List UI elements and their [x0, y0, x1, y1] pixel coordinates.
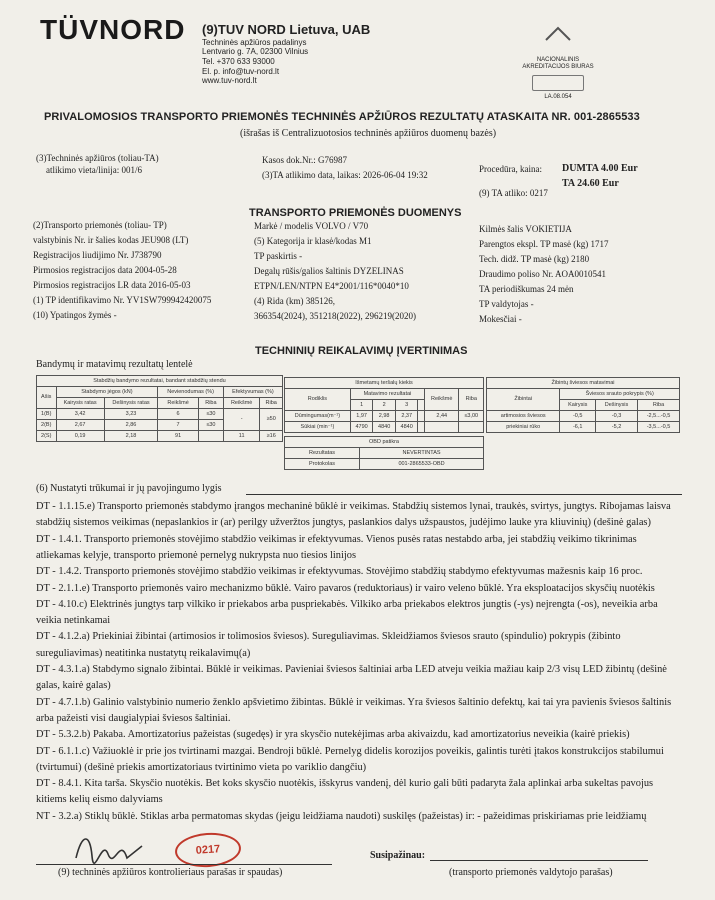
text-line: ETPN/LEN/NTPN E4*2001/116*0040*10	[254, 281, 409, 291]
table-cell: artimosios šviesos	[487, 411, 560, 422]
table-cell: 2,44	[424, 411, 459, 422]
org-line: El. p. info@tuv-nord.lt	[202, 67, 280, 76]
procedure-label: Procedūra, kaina:	[479, 164, 542, 174]
column-header: 2	[373, 400, 396, 411]
org-line: www.tuv-nord.lt	[202, 76, 257, 85]
text-line: Degalų rūšis/galios šaltinis DYZELINAS	[254, 266, 404, 276]
column-header: Stabdymo jėgos (kN)	[56, 387, 158, 398]
report-subtitle: (išrašas iš Centralizuotosios techninės apžiūros duomenų bazės)	[240, 128, 497, 139]
table-cell: 2,98	[373, 411, 396, 422]
table-cell: 2(S)	[37, 431, 57, 442]
table-row	[285, 448, 484, 459]
organization-name: (9)TUV NORD Lietuva, UAB	[202, 22, 371, 37]
text-line: DT - 5.3.2.b) Pakaba. Amortizatorius pažeistas (sugedęs) ir yra skysčio nutekėjimas arba akivaizdu, kad amortizatorius neveikia (kairė priekis)	[36, 729, 630, 741]
table-cell: -2,5...-0,5	[638, 411, 680, 422]
text-line: Draudimo poliso Nr. AOA0010541	[479, 269, 606, 279]
table-cell: ≤3,00	[459, 411, 484, 422]
table-cell: 6	[158, 409, 199, 420]
text-line: veikia netinkamai	[36, 615, 111, 627]
tuv-nord-logo: TÜVNORD	[40, 14, 186, 45]
measurements-title: Bandymų ir matavimų rezultatų lentelė	[36, 359, 193, 370]
table-cell: -	[223, 409, 259, 431]
vehicle-section-title: TRANSPORTO PRIEMONĖS DUOMENYS	[249, 207, 462, 219]
org-line: Techninės apžiūros padalinys	[202, 38, 307, 47]
text-line: (5) Kategorija ir klasė/kodas M1	[254, 236, 372, 246]
table-cell: 1(B)	[37, 409, 57, 420]
table-row	[285, 411, 484, 422]
table-row	[487, 422, 680, 433]
table-cell: ≤30	[198, 420, 223, 431]
table-cell: ≥16	[260, 431, 283, 442]
table-cell: Dūmingumas(m⁻¹)	[285, 411, 351, 422]
table-cell: -5,2	[596, 422, 638, 433]
accreditation-line: AKREDITACIJOS BIURAS	[522, 64, 594, 70]
column-header: 1	[350, 400, 373, 411]
accreditation-logo-icon	[543, 24, 573, 44]
table-cell: 001-2865533-OBD	[360, 459, 484, 470]
org-line: Lentvario g. 7A, 02300 Vilnius	[202, 47, 309, 56]
column-header: Dešinysis	[596, 400, 638, 411]
accreditation-line: NACIONALINIS	[536, 57, 580, 63]
table-cell: 7	[158, 420, 199, 431]
text-line: Parengtos ekspl. TP masė (kg) 1717	[479, 239, 609, 249]
table-caption: Žibintų šviesos matavimai	[487, 378, 680, 389]
text-line: DT - 8.4.1. Kita tarša. Skysčio nuotėkis. Bet koks skysčio nuotėkis, išskyrus vandenį, dėl kurio gali būti padaryta žala aplinkai arba sukeltas pavojus	[36, 778, 654, 790]
ta-price: TA 24.60 Eur	[562, 178, 619, 189]
table-cell: -3,5...-0,5	[638, 422, 680, 433]
inspector-sign-label: (9) techninės apžiūros kontrolieriaus parašas ir spaudas)	[58, 867, 283, 878]
table-caption: Stabdžių bandymo rezultatai, bandant stabdžių stendu	[37, 376, 283, 387]
text-line: stabdžių sistemos veikimas (nepaslankios ir (ar) perilgy užveržtos jungtys, paslankios dalys užspaustos, judėjimo lauke yra kliuvinių) (dešinė galas)	[36, 517, 651, 529]
table-caption: Išmetamų teršalų kiekis	[285, 378, 484, 389]
text-line: (10) Ypatingos žymės -	[33, 310, 117, 320]
table-caption: OBD patikra	[285, 437, 484, 448]
table-cell: 2(B)	[37, 420, 57, 431]
column-header: Žibintai	[487, 389, 560, 411]
column-header: Kairysis	[560, 400, 596, 411]
column-header: 3	[395, 400, 418, 411]
table-cell	[198, 431, 223, 442]
table-cell: 2,67	[56, 420, 104, 431]
text-line: NT - 3.2.a) Stiklų būklė. Stiklas arba permatomas skydas (jeigu leidžiama naudoti) suskilęs (pažeistas) ir: - pažeidimas priskiriamas prie leidžiamų	[36, 810, 647, 822]
text-line: Mokesčiai -	[479, 314, 522, 324]
column-header: Kairysis ratas	[56, 398, 104, 409]
cash-document: Kasos dok.Nr.: G76987	[262, 155, 347, 165]
text-line: (tvirtumui) (dešinė priekis amortizatoriaus tvirtinimo vieta po variklio dangčiu)	[36, 761, 367, 773]
table-cell: -0,3	[596, 411, 638, 422]
text-line: DT - 1.1.15.e) Transporto priemonės stabdymo įrangos mechaninė būklė ir veikimas. Stabdžių sistemos lynai, traukės, svirtys, jungtys. Ribojamas laisva	[36, 501, 671, 512]
column-header: Riba	[260, 398, 283, 409]
signature-scribble-icon	[72, 828, 152, 868]
inspection-place-label: (3)Techninės apžiūros (toliau-TA)	[36, 153, 159, 163]
text-line: DT - 4.3.1.a) Stabdymo signalo žibintai. Būklė ir veikimas. Pavieniai šviesos šaltiniai arba LED atveju veikia mažiau kaip 2/3 visų LED žibintų (dešinė	[36, 664, 667, 675]
table-cell: 4790	[350, 422, 373, 433]
procedure-value: DUMTA 4.00 Eur	[562, 163, 638, 174]
table-cell: Sūkiai (min⁻¹)	[285, 422, 351, 433]
table-cell	[459, 422, 484, 433]
text-line: DT - 1.4.2. Transporto priemonės stovėjimo stabdžio veikimas ir efektyvumas. Stovėjimo stabdžių stabdymo efektyvumas mažesnis kaip 16 proc.	[36, 566, 643, 578]
text-line: valstybinis Nr. ir šalies kodas JEU908 (LT)	[33, 235, 189, 245]
table-cell: 2,86	[104, 420, 158, 431]
text-line: TA periodiškumas 24 mėn	[479, 284, 574, 294]
text-line: DT - 6.1.1.c) Važiuoklė ir prie jos tvirtinami mazgai. Bendroji būklė. Pernelyg didelis korozijos poveikis, galintis turėti įtakos konstrukcijos stabilumui	[36, 745, 664, 757]
emissions-table	[284, 377, 484, 433]
accreditation-badge	[522, 24, 594, 100]
table-cell: 4840	[373, 422, 396, 433]
defects-title: (6) Nustatyti trūkumai ir jų pavojingumo lygis	[36, 483, 222, 494]
inspection-place-value: atlikimo vieta/linija: 001/6	[46, 165, 142, 175]
text-line: sureguliavimas) neatitinka nustatytų reikalavimų(a)	[36, 647, 251, 659]
table-cell: Protokolas	[285, 459, 360, 470]
column-header: Reikšmė	[424, 389, 459, 411]
column-header: Rodiklis	[285, 389, 351, 411]
table-cell: -0,5	[560, 411, 596, 422]
requirements-title: TECHNINIŲ REIKALAVIMŲ ĮVERTINIMAS	[255, 345, 468, 357]
inspection-performer: (9) TA atliko: 0217	[479, 188, 548, 198]
text-line: TP valdytojas -	[479, 299, 534, 309]
text-line: atliekamas kelyje, transporto priemonė pernelyg nukrypsta nuo tiesios linijos	[36, 549, 357, 561]
brake-test-table	[36, 375, 283, 442]
lights-table	[486, 377, 680, 433]
column-header: Reikšmė	[158, 398, 199, 409]
table-cell: 3,42	[56, 409, 104, 420]
table-cell: 1,97	[350, 411, 373, 422]
column-header: Riba	[459, 389, 484, 411]
text-line: DT - 4.1.2.a) Priekiniai žibintai (artimosios ir tolimosios šviesos). Sureguliavimas. Skleidžiamos šviesos srauto (spindulio) pokrypis (žibinto	[36, 631, 621, 643]
text-line: Kilmės šalis VOKIETIJA	[479, 224, 572, 234]
column-header	[418, 400, 425, 411]
column-header: Nevienodumas (%)	[158, 387, 224, 398]
text-line: DT - 4.7.1.b) Galinio valstybinio numerio ženklo apšvietimo žibintas. Būklė ir veikimas. Yra šviesos šaltinio defektų, kai tai yra pavienis šviesos šaltinis	[36, 696, 672, 708]
text-line: (1) TP identifikavimo Nr. YV1SW799942420075	[33, 295, 212, 305]
text-line: galas, kairė galas)	[36, 680, 111, 692]
column-header: Riba	[638, 400, 680, 411]
accreditation-seal-icon	[532, 75, 584, 91]
table-row	[285, 459, 484, 470]
owner-sign-line	[430, 860, 648, 861]
table-cell: 4840	[395, 422, 418, 433]
inspector-stamp: 0217	[174, 831, 242, 870]
acknowledge-label: Susipažinau:	[370, 850, 426, 861]
table-cell: NEVERTINTAS	[360, 448, 484, 459]
report-title: PRIVALOMOSIOS TRANSPORTO PRIEMONĖS TECHNINĖS APŽIŪROS REZULTATŲ ATASKAITA NR. 001-2865533	[44, 111, 640, 123]
column-header: Reikšmė	[223, 398, 259, 409]
table-cell: 2,18	[104, 431, 158, 442]
column-header: Riba	[198, 398, 223, 409]
text-line: DT - 1.4.1. Transporto priemonės stovėjimo stabdžio veikimas ir efektyvumas. Vienos pusės ratas nestabdo arba, jei stabdžių veikimo tikrinimas	[36, 533, 637, 545]
table-cell: 11	[223, 431, 259, 442]
text-line: Markė / modelis VOLVO / V70	[254, 221, 369, 231]
defects-title-underline	[246, 494, 682, 495]
column-header: Matavimo rezultatai	[350, 389, 424, 400]
table-cell	[424, 422, 459, 433]
table-row	[487, 411, 680, 422]
table-cell: 2,37	[395, 411, 418, 422]
text-line: kitiems kelių eismo dalyviams	[36, 794, 163, 806]
text-line: 366354(2024), 351218(2022), 296219(2020)	[254, 311, 416, 321]
text-line: TP paskirtis -	[254, 251, 303, 261]
text-line: Pirmosios registracijos data 2004-05-28	[33, 265, 177, 275]
table-cell: -6,1	[560, 422, 596, 433]
table-cell: 3,23	[104, 409, 158, 420]
table-row	[37, 431, 283, 442]
text-line: arba pažeisti visi daugialypiai šviesos šaltiniai.	[36, 712, 231, 724]
accreditation-line: LA.08.054	[544, 94, 572, 100]
text-line: (2)Transporto priemonės (toliau- TP)	[33, 220, 167, 230]
column-header: Ašis	[37, 387, 57, 409]
text-line: Pirmosios registracijos LR data 2016-05-03	[33, 280, 191, 290]
text-line: (4) Rida (km) 385126,	[254, 296, 335, 306]
table-cell: 0,19	[56, 431, 104, 442]
table-cell: ≤30	[198, 409, 223, 420]
column-header: Efektyvumas (%)	[223, 387, 282, 398]
obd-table	[284, 436, 484, 470]
table-cell: Rezultatas	[285, 448, 360, 459]
inspector-sign-line	[36, 864, 332, 865]
text-line: DT - 2.1.1.e) Transporto priemonės vairo mechanizmo būklė. Vairo pavaros (reduktoriaus) ir vairo veleno būklė. Yra eksploatacijos skysčių nuotėkis	[36, 582, 655, 594]
owner-sign-label: (transporto priemonės valdytojo parašas)	[449, 867, 613, 878]
text-line: Registracijos liudijimo Nr. J738790	[33, 250, 162, 260]
text-line: DT - 4.10.c) Elektrinės jungtys tarp vilkiko ir priekabos arba puspriekabės. Vilkiko arba priekabos elektros jungtis (-ys) nejrengta (-os), neveikia arba	[36, 598, 658, 610]
table-row	[37, 409, 283, 420]
column-header: Dešinysis ratas	[104, 398, 158, 409]
table-row	[285, 422, 484, 433]
table-cell: priekiniai rūko	[487, 422, 560, 433]
table-cell: ≥50	[260, 409, 283, 431]
text-line: Tech. didž. TP masė (kg) 2180	[479, 254, 590, 264]
inspection-date: (3)TA atlikimo data, laikas: 2026-06-04 19:32	[262, 170, 428, 180]
column-header: Šviesos srauto pokrypis (%)	[560, 389, 680, 400]
org-line: Tel. +370 633 93000	[202, 57, 275, 66]
table-cell: 91	[158, 431, 199, 442]
